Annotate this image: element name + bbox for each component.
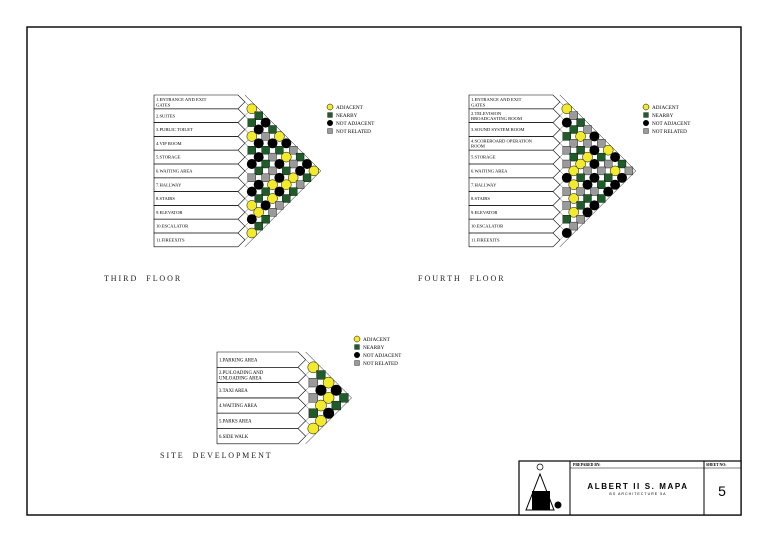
fourth-floor-matrix bbox=[469, 95, 636, 247]
room-label: 2.SUITES bbox=[156, 113, 176, 119]
room-label: 10.ESCALATOR bbox=[471, 223, 504, 229]
room-label: 7.HALLWAY bbox=[156, 182, 182, 188]
relationship-adjacent-mark bbox=[247, 228, 257, 238]
relationship-not-related-mark bbox=[309, 393, 318, 402]
relationship-nearby-mark bbox=[309, 409, 318, 418]
room-row bbox=[154, 233, 245, 247]
room-row bbox=[469, 95, 560, 109]
relationship-not-related-mark bbox=[625, 167, 633, 175]
legend-label: NOT RELATED bbox=[363, 360, 398, 367]
sheet-no-label: SHEET NO: bbox=[706, 463, 727, 467]
room-row bbox=[154, 123, 245, 137]
room-label: 8.STAIRS bbox=[471, 196, 490, 202]
legend-item-adjacent bbox=[643, 104, 680, 111]
site-development-matrix bbox=[217, 352, 352, 444]
room-label: 3.PUBLIC TOILET bbox=[156, 127, 193, 133]
legend-third-floor bbox=[327, 104, 375, 135]
relationship-not-related-mark bbox=[584, 126, 592, 134]
relationship-adjacent-mark bbox=[643, 104, 649, 110]
relationship-not-adjacent-mark bbox=[354, 352, 360, 358]
legend-item-nearby bbox=[644, 113, 674, 119]
relationship-nearby-mark bbox=[255, 222, 263, 230]
room-label: 4.WAITING AREA bbox=[219, 404, 258, 410]
preparer-degree: BS ARCHITECTURE 5A bbox=[609, 492, 667, 496]
relationship-not-related-mark bbox=[355, 361, 360, 366]
title-block bbox=[519, 461, 741, 515]
room-label: 3.TAXI AREA bbox=[219, 388, 248, 394]
room-row bbox=[469, 219, 560, 233]
room-label: 9.ELEVATOR bbox=[156, 209, 183, 215]
relationship-not-related-mark bbox=[262, 174, 270, 182]
relationship-nearby-mark bbox=[644, 113, 649, 118]
legend-label: NOT ADJACENT bbox=[363, 352, 402, 359]
legend-label: NOT ADJACENT bbox=[652, 120, 691, 127]
legend-label: NOT RELATED bbox=[336, 128, 371, 135]
legend-label: NEARBY bbox=[652, 112, 674, 119]
legend-item-adjacent bbox=[327, 104, 364, 111]
relationship-nearby-mark bbox=[332, 401, 341, 410]
legend-item-not-related bbox=[644, 129, 688, 135]
relationship-not-related-mark bbox=[563, 188, 571, 196]
room-label: 1.PARKING AREA bbox=[219, 358, 258, 364]
relationship-not-adjacent-mark bbox=[562, 228, 572, 238]
room-row bbox=[217, 383, 306, 398]
room-row bbox=[217, 429, 306, 444]
relationship-not-related-mark bbox=[328, 129, 333, 134]
room-label: 7.HALLWAY bbox=[471, 182, 497, 188]
prepared-by-label: PREPARED BY: bbox=[573, 463, 601, 467]
room-label: 11.FIREEXITS bbox=[471, 237, 500, 243]
legend-item-nearby bbox=[355, 345, 385, 351]
third-floor-title: T H I R D F L O O R bbox=[104, 274, 181, 283]
room-row bbox=[154, 136, 245, 150]
room-label: 4.VIP ROOM bbox=[156, 140, 182, 146]
sheet-border bbox=[27, 27, 741, 515]
legend-item-not-related bbox=[328, 129, 372, 135]
room-label: 1.ENTRANCE AND EXIT GATES bbox=[471, 97, 522, 108]
relationship-not-adjacent-mark bbox=[327, 120, 333, 126]
room-label: 3.SOUND SYSTEM ROOM bbox=[471, 127, 525, 133]
relationship-not-related-mark bbox=[563, 201, 571, 209]
relationship-not-related-mark bbox=[262, 132, 270, 140]
third-floor-matrix bbox=[154, 95, 321, 247]
relationship-not-related-mark bbox=[248, 174, 256, 182]
relationship-nearby-mark bbox=[248, 146, 256, 154]
relationship-nearby-mark bbox=[577, 201, 585, 209]
room-row bbox=[469, 150, 560, 164]
room-label: 4.SCOREBOARD OPERATION ROOM bbox=[471, 138, 533, 149]
room-label: 5.PARKS AREA bbox=[219, 419, 252, 425]
legend-site-development bbox=[354, 336, 402, 367]
relationship-not-related-mark bbox=[597, 139, 605, 147]
legend-label: NOT RELATED bbox=[652, 128, 687, 135]
room-label: 6.WAITING AREA bbox=[471, 168, 508, 174]
room-row bbox=[469, 192, 560, 206]
room-row bbox=[469, 233, 560, 247]
room-row bbox=[217, 367, 306, 382]
room-row bbox=[154, 205, 245, 219]
room-label: 8.STAIRS bbox=[156, 196, 175, 202]
room-label: 5.STORAGE bbox=[156, 154, 181, 160]
room-row bbox=[217, 413, 306, 428]
room-label: 11.FIREEXITS bbox=[156, 237, 185, 243]
relationship-nearby-mark bbox=[355, 345, 360, 350]
legend-label: ADJACENT bbox=[652, 104, 679, 111]
relationship-not-adjacent-mark bbox=[643, 120, 649, 126]
legend-label: ADJACENT bbox=[336, 104, 363, 111]
room-label: 2.TELEVISION BROADCASTING ROOM bbox=[471, 110, 522, 122]
relationship-not-related-mark bbox=[570, 222, 578, 230]
relationship-nearby-mark bbox=[577, 174, 585, 182]
relationship-nearby-mark bbox=[328, 113, 333, 118]
preparer-name: ALBERT II S. MAPA bbox=[587, 482, 689, 491]
relationship-not-related-mark bbox=[309, 378, 318, 387]
room-row bbox=[154, 164, 245, 178]
room-row bbox=[469, 123, 560, 137]
legend-item-adjacent bbox=[354, 336, 391, 343]
legend-item-not-related bbox=[355, 361, 399, 367]
relationship-nearby-mark bbox=[248, 119, 256, 127]
room-row bbox=[154, 192, 245, 206]
relationship-adjacent-mark bbox=[354, 336, 360, 342]
room-row bbox=[469, 109, 560, 123]
room-row bbox=[154, 109, 245, 123]
room-row bbox=[154, 178, 245, 192]
site-development-title: S I T E D E V E L O P M E N T bbox=[160, 451, 271, 460]
legend-item-not-adjacent bbox=[354, 352, 402, 359]
relationship-adjacent-mark bbox=[308, 423, 319, 434]
relationship-adjacent-mark bbox=[327, 104, 333, 110]
relationship-nearby-mark bbox=[597, 195, 605, 203]
room-label: 6.SIDE WALK bbox=[219, 434, 249, 440]
room-label: 2.PU/LOADING AND UNLOADING AREA bbox=[219, 371, 264, 382]
legend-label: ADJACENT bbox=[363, 336, 390, 343]
room-row bbox=[469, 178, 560, 192]
room-row bbox=[154, 95, 245, 109]
legend-item-not-adjacent bbox=[327, 120, 375, 127]
room-row bbox=[154, 150, 245, 164]
relationship-not-related-mark bbox=[563, 160, 571, 168]
legend-label: NEARBY bbox=[363, 344, 385, 351]
room-label: 10.ESCALATOR bbox=[156, 223, 189, 229]
room-label: 9.ELEVATOR bbox=[471, 209, 498, 215]
legend-label: NOT ADJACENT bbox=[336, 120, 375, 127]
room-row bbox=[469, 205, 560, 219]
legend-fourth-floor bbox=[643, 104, 691, 135]
room-row bbox=[154, 219, 245, 233]
legend-item-not-adjacent bbox=[643, 120, 691, 127]
room-row bbox=[217, 398, 306, 413]
relationship-not-related-mark bbox=[644, 129, 649, 134]
legend-item-nearby bbox=[328, 113, 358, 119]
sheet-number: 5 bbox=[718, 483, 726, 499]
relationship-nearby-mark bbox=[282, 167, 290, 175]
room-label: 1.ENTRANCE AND EXIT GATES bbox=[156, 97, 207, 108]
room-row bbox=[469, 136, 560, 150]
legend-label: NEARBY bbox=[336, 112, 358, 119]
room-label: 6.WAITING AREA bbox=[156, 168, 193, 174]
fourth-floor-title: F O U R T H F L O O R bbox=[418, 274, 504, 283]
relationship-nearby-mark bbox=[255, 195, 263, 203]
room-label: 5.STORAGE bbox=[471, 154, 496, 160]
room-row bbox=[469, 164, 560, 178]
room-row bbox=[217, 352, 306, 367]
